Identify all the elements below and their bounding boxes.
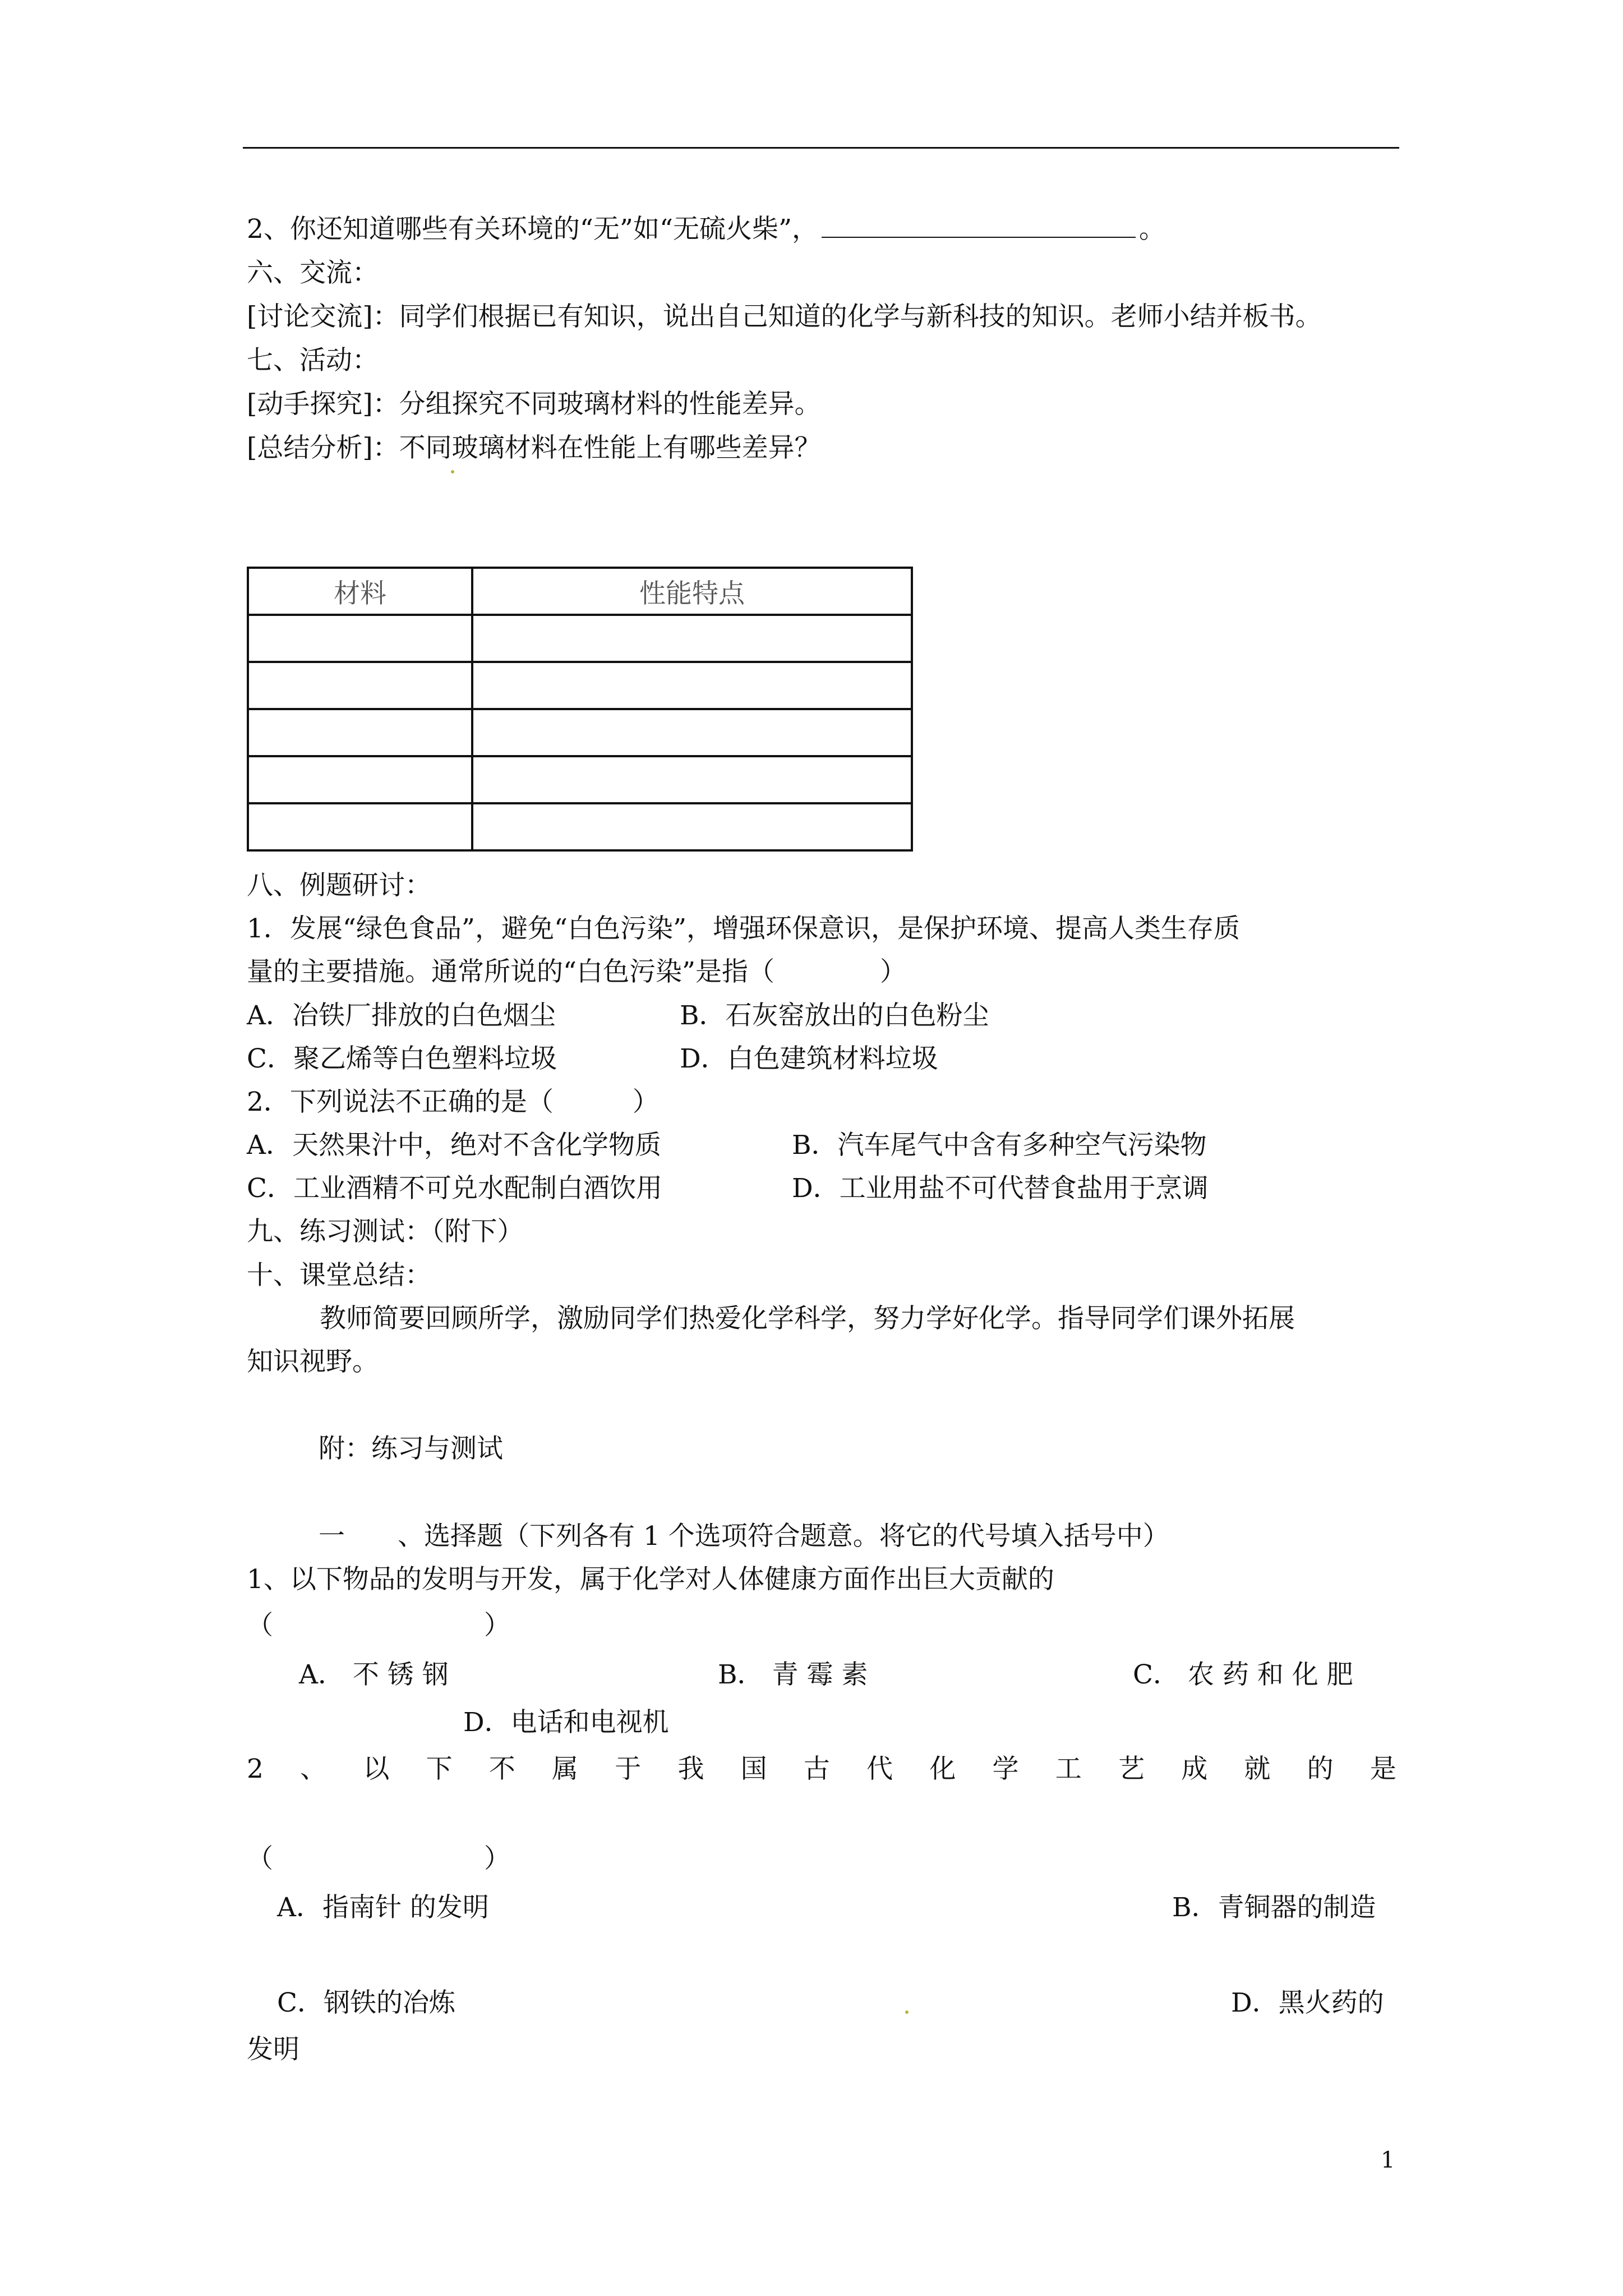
q2-char: 不 — [488, 1754, 515, 1784]
q2-char: 古 — [803, 1754, 830, 1784]
q2-char: 下 — [426, 1754, 453, 1784]
example-2-option-d: D．工业用盐不可代替食盐用于烹调 — [792, 1173, 1209, 1204]
table-cell[interactable] — [472, 615, 912, 662]
table-row — [248, 709, 912, 756]
stray-dot — [451, 470, 454, 473]
q2-char: 化 — [929, 1754, 956, 1784]
example-1-line1: 1．发展“绿色食品”，避免“白色污染”，增强环保意识，是保护环境、提高人类生存质 — [247, 913, 1241, 944]
table-header-row — [248, 568, 912, 615]
question-2-env — [247, 212, 1165, 247]
section-7-title: 七、活动： — [247, 345, 379, 376]
table-cell[interactable] — [248, 756, 472, 803]
table-row — [248, 662, 912, 709]
example-1-option-d: D．白色建筑材料垃圾 — [680, 1043, 938, 1074]
example-2-option-c: C．工业酒精不可兑水配制白酒饮用 — [247, 1173, 662, 1204]
explore-text: [动手探究]：分组探究不同玻璃材料的性能差异。 — [247, 389, 821, 420]
header-rule — [243, 147, 1399, 149]
table-cell[interactable] — [472, 662, 912, 709]
summary-text: [总结分析]：不同玻璃材料在性能上有哪些差异？ — [247, 432, 821, 463]
table-row — [248, 756, 912, 803]
test-q2-option-a: A．指南针 的发明 — [277, 1892, 489, 1923]
summary-body-line1: 教师简要回顾所学，激励同学们热爱化学科学，努力学好化学。指导同学们课外拓展 — [320, 1303, 1295, 1334]
test-q1-option-b: B． 青 霉 素 — [718, 1659, 868, 1690]
materials-table — [247, 567, 913, 852]
test-q2-option-c: C．钢铁的冶炼 — [277, 1987, 455, 2018]
table-cell[interactable] — [248, 709, 472, 756]
stray-dot — [905, 2010, 909, 2014]
example-1-option-a: A．冶铁厂排放的白色烟尘 — [247, 1000, 556, 1031]
summary-body-line2: 知识视野。 — [247, 1346, 379, 1377]
table-cell[interactable] — [472, 709, 912, 756]
q2-char: 以 — [363, 1754, 390, 1784]
example-1-line2: 量的主要措施。通常所说的“白色污染”是指（ ） — [247, 956, 907, 987]
test-q2-option-d: D．黑火药的 — [1231, 1987, 1384, 2018]
table-header-properties: 性能特点 — [472, 568, 912, 615]
question-text: 2、你还知道哪些有关环境的“无”如“无硫火柴”， — [247, 214, 819, 245]
table-row — [248, 615, 912, 662]
table-cell[interactable] — [472, 803, 912, 850]
discussion-text: [讨论交流]：同学们根据已有知识，说出自己知道的化学与新科技的知识。老师小结并板书。 — [247, 301, 1322, 332]
q2-char: 成 — [1181, 1754, 1208, 1784]
test-q1-option-a: A． 不 锈 钢 — [299, 1659, 449, 1690]
q2-char: 、 — [300, 1754, 327, 1784]
test-q1: 1、以下物品的发明与开发，属于化学对人体健康方面作出巨大贡献的 — [247, 1564, 1054, 1595]
test-q1-answer-paren[interactable]: （ ） — [247, 1610, 510, 1641]
answer-blank[interactable] — [822, 214, 1136, 238]
test-q2-option-d-cont: 发明 — [247, 2034, 299, 2065]
test-q1-option-c: C． 农 药 和 化 肥 — [1133, 1659, 1353, 1690]
example-2: 2．下列说法不正确的是（ ） — [247, 1087, 659, 1117]
q2-char: 学 — [992, 1754, 1019, 1784]
example-1-option-c: C．聚乙烯等白色塑料垃圾 — [247, 1043, 557, 1074]
q2-char: 属 — [552, 1754, 578, 1784]
q2-char: 的 — [1307, 1754, 1334, 1784]
table-header-material: 材料 — [248, 568, 472, 615]
q2-char: 是 — [1370, 1754, 1396, 1784]
appendix-title: 附：练习与测试 — [319, 1433, 503, 1464]
test-q2-answer-paren[interactable]: （ ） — [247, 1843, 510, 1874]
q2-char: 我 — [677, 1754, 704, 1784]
question-end: 。 — [1139, 214, 1166, 245]
table-cell[interactable] — [248, 662, 472, 709]
page-number: 1 — [1381, 2147, 1395, 2173]
example-2-option-a: A．天然果汁中，绝对不含化学物质 — [247, 1130, 661, 1161]
section-8-title: 八、例题研讨： — [247, 870, 431, 901]
section-10-title: 十、课堂总结： — [247, 1260, 431, 1291]
q2-char: 艺 — [1118, 1754, 1145, 1784]
test-q2-option-b: B．青铜器的制造 — [1172, 1892, 1376, 1923]
appendix-part-1: 一 、选择题（下列各有 1 个选项符合题意。将它的代号填入括号中） — [319, 1521, 1169, 1552]
q2-char: 国 — [740, 1754, 767, 1784]
table-cell[interactable] — [248, 803, 472, 850]
q2-char: 代 — [866, 1754, 893, 1784]
q2-char: 于 — [615, 1754, 642, 1784]
section-6-title: 六、交流： — [247, 257, 379, 288]
test-q1-option-d: D．电话和电视机 — [463, 1707, 669, 1738]
table-cell[interactable] — [472, 756, 912, 803]
q2-char: 就 — [1244, 1754, 1271, 1784]
q2-char: 工 — [1055, 1754, 1082, 1784]
test-q2 — [247, 1752, 1396, 1787]
table-cell[interactable] — [248, 615, 472, 662]
example-1-option-b: B．石灰窑放出的白色粉尘 — [680, 1000, 989, 1031]
table-row — [248, 803, 912, 850]
example-2-option-b: B．汽车尾气中含有多种空气污染物 — [792, 1130, 1207, 1161]
q2-char: 2 — [247, 1754, 264, 1784]
section-9-title: 九、练习测试：（附下） — [247, 1216, 524, 1247]
